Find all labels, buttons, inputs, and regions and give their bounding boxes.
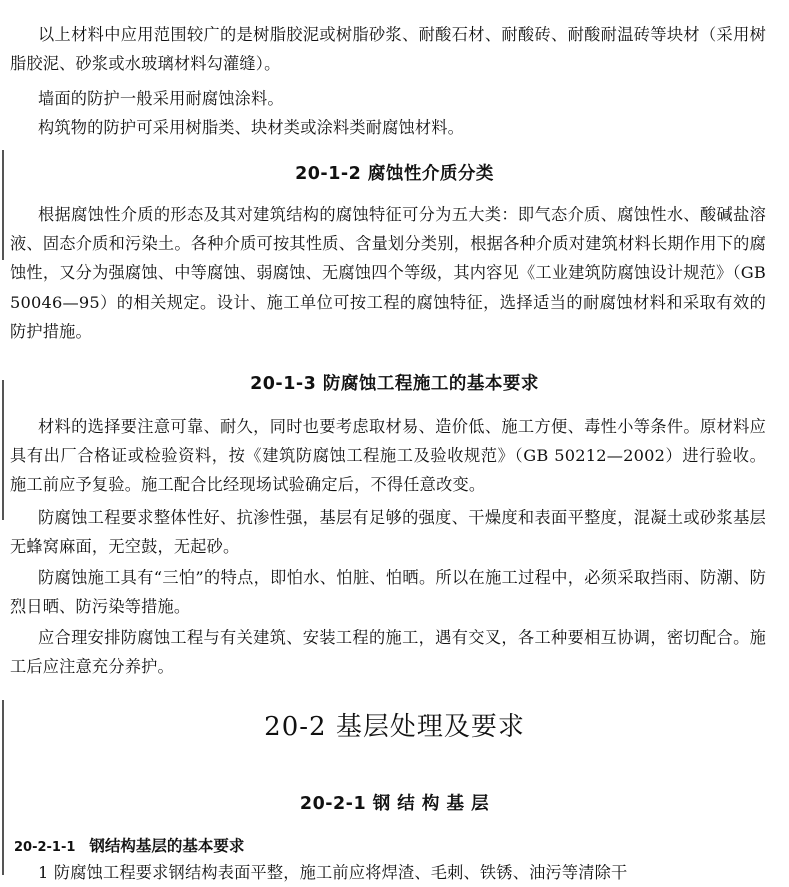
section-heading-20-2-1: 20-2-1 钢 结 构 基 层	[299, 794, 490, 814]
paragraph-three-fears: 防腐蚀施工具有“三怕”的特点，即怕水、怕脏、怕晒。所以在施工过程中，必须采取挡雨、防潮、防烈日晒、防污染等措施。	[10, 568, 766, 617]
paragraph-materials: 以上材料中应用范围较广的是树脂胶泥或树脂砂浆、耐酸石材、耐酸砖、耐酸耐温砖等块材（采用树脂胶泥、砂浆或水玻璃材料勾灌缝）。	[10, 25, 766, 74]
paragraph-medium-classification: 根据腐蚀性介质的形态及其对建筑结构的腐蚀特征可分为五大类：即气态介质、腐蚀性水、酸碱盐溶液、固态介质和污染土。各种介质可按其性质、含量划分类别，根据各种介质对建筑材料长期作用下的腐蚀性，又分为强腐蚀、中等腐蚀、弱腐蚀、无腐蚀四个等级，其内容见《工业建筑防腐蚀设计规范》（GB 50046—95）的相关规定。设计、施工单位可按工程的腐蚀特征，选择适当的耐腐蚀材料和采取有效的防护措施。	[10, 205, 766, 341]
paragraph-structure-protection: 构筑物的防护可采用树脂类、块材类或涂料类耐腐蚀材料。	[38, 118, 465, 137]
paragraph-material-selection: 材料的选择要注意可靠、耐久，同时也要考虑取材易、造价低、施工方便、毒性小等条件。原材料应具有出厂合格证或检验资料，按《建筑防腐蚀工程施工及验收规范》（GB 50212—2002）进行验收。施工前应予复验。施工配合比经现场试验确定后，不得任意改变。	[10, 417, 766, 495]
subsection-number: 20-2-1-1	[14, 840, 76, 855]
paragraph-integrity: 防腐蚀工程要求整体性好、抗渗性强，基层有足够的强度、干燥度和表面平整度，混凝土或砂浆基层无蜂窝麻面，无空鼓，无起砂。	[10, 508, 766, 557]
scan-edge-mark	[2, 380, 4, 520]
section-heading-20-1-3: 20-1-3 防腐蚀工程施工的基本要求	[250, 374, 539, 394]
chapter-heading-20-2: 20-2 基层处理及要求	[264, 712, 525, 742]
section-heading-20-1-2: 20-1-2 腐蚀性介质分类	[295, 164, 494, 184]
paragraph-scheduling: 应合理安排防腐蚀工程与有关建筑、安装工程的施工，遇有交叉，各工种要相互协调，密切配合。施工后应注意充分养护。	[10, 628, 766, 677]
paragraph-steel-surface: 1 防腐蚀工程要求钢结构表面平整，施工前应将焊渣、毛刺、铁锈、油污等清除干	[38, 863, 628, 882]
subsection-title: 钢结构基层的基本要求	[89, 837, 245, 855]
subsection-heading-20-2-1-1	[14, 834, 244, 856]
paragraph-wall-protection: 墙面的防护一般采用耐腐蚀涂料。	[38, 89, 284, 108]
